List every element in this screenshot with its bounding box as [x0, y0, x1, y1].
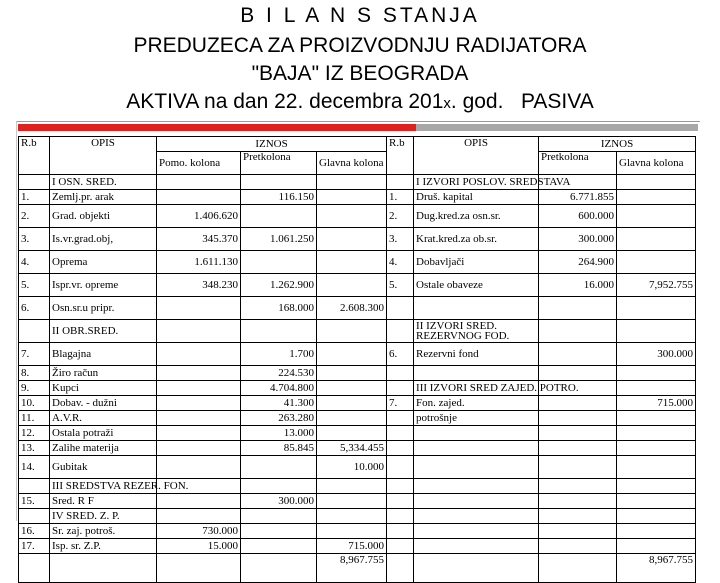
cell-p-rb: 5. — [387, 274, 414, 297]
cell-a-opis: Sred. R F — [50, 494, 157, 509]
cell-p-opis: Ostale obaveze — [414, 274, 539, 297]
cell-a-pret — [241, 539, 317, 554]
cell-p-glav — [617, 381, 696, 396]
cell-p-pret — [539, 320, 617, 343]
cell-p-pret — [539, 396, 617, 411]
cell-p-glav — [617, 251, 696, 274]
cell-p-opis — [414, 297, 539, 320]
table-row — [19, 343, 696, 366]
header-pretkolona-aktiva: Pretkolona — [241, 152, 317, 175]
cell-a-rb — [19, 320, 50, 343]
cell-a-pomo — [157, 456, 241, 479]
cell-a-opis: Gubitak — [50, 456, 157, 479]
cell-a-pret: 1.061.250 — [241, 228, 317, 251]
cell-a-glav: 5,334.455 — [317, 441, 387, 456]
cell-a-pret: 224.530 — [241, 366, 317, 381]
cell-p-opis: I IZVORI POSLOV. SREDSTAVA — [414, 175, 539, 190]
cell-p-pret: 6.771.855 — [539, 190, 617, 205]
cell-p-rb — [387, 441, 414, 456]
table-row — [19, 228, 696, 251]
cell-a-pomo: 345.370 — [157, 228, 241, 251]
table-row — [19, 524, 696, 539]
cell-p-opis — [414, 539, 539, 554]
cell-p-opis — [414, 366, 539, 381]
cell-a-glav — [317, 411, 387, 426]
title-god: . god. — [450, 90, 504, 113]
cell-p-rb: 2. — [387, 205, 414, 228]
cell-a-opis: Dobav. - dužni — [50, 396, 157, 411]
cell-a-pret — [241, 205, 317, 228]
cell-a-rb: 14. — [19, 456, 50, 479]
top-rule — [16, 121, 700, 122]
cell-a-glav — [317, 175, 387, 190]
cell-p-glav — [617, 509, 696, 524]
cell-p-rb — [387, 494, 414, 509]
cell-p-pret — [539, 456, 617, 479]
cell-p-rb — [387, 320, 414, 343]
cell-p-pret — [539, 411, 617, 426]
cell-p-glav: 715.000 — [617, 396, 696, 411]
cell-a-pomo — [157, 381, 241, 396]
cell-a-pret: 41.300 — [241, 396, 317, 411]
cell-a-pret — [241, 524, 317, 539]
cell-a-rb: 16. — [19, 524, 50, 539]
cell-a-rb: 12. — [19, 426, 50, 441]
cell-a-opis: Ispr.vr. opreme — [50, 274, 157, 297]
cell-a-opis: Žiro račun — [50, 366, 157, 381]
title-aktiva-date: AKTIVA na dan 22. decembra 201 — [126, 90, 444, 113]
header-iznos-aktiva: IZNOS — [157, 137, 387, 152]
cell-a-rb — [19, 479, 50, 494]
cell-p-opis: potrošnje — [414, 411, 539, 426]
cell-p-opis — [414, 456, 539, 479]
cell-a-pret: 1.262.900 — [241, 274, 317, 297]
table-row — [19, 554, 696, 583]
cell-a-pret: 85.845 — [241, 441, 317, 456]
cell-p-rb — [387, 539, 414, 554]
cell-p-opis: Fon. zajed. — [414, 396, 539, 411]
table-row — [19, 539, 696, 554]
cell-p-glav — [617, 175, 696, 190]
cell-a-pret — [241, 251, 317, 274]
cell-p-opis — [414, 524, 539, 539]
cell-a-pret: 300.000 — [241, 494, 317, 509]
cell-a-pomo — [157, 320, 241, 343]
cell-p-opis: II IZVORI SRED. REZERVNOG FOD. — [414, 320, 539, 343]
cell-a-rb — [19, 554, 50, 583]
cell-p-glav: 8,967.755 — [617, 554, 696, 583]
cell-a-glav — [317, 524, 387, 539]
cell-a-glav: 10.000 — [317, 456, 387, 479]
cell-p-opis: Rezervni fond — [414, 343, 539, 366]
cell-a-opis: Sr. zaj. potroš. — [50, 524, 157, 539]
cell-p-rb: 1. — [387, 190, 414, 205]
cell-a-pomo — [157, 411, 241, 426]
cell-p-glav — [617, 494, 696, 509]
cell-p-glav: 300.000 — [617, 343, 696, 366]
cell-p-rb — [387, 509, 414, 524]
cell-a-pomo — [157, 343, 241, 366]
cell-p-pret — [539, 479, 617, 494]
table-row — [19, 175, 696, 190]
cell-p-pret — [539, 494, 617, 509]
cell-p-rb — [387, 479, 414, 494]
cell-a-rb — [19, 175, 50, 190]
cell-a-opis: I OSN. SRED. — [50, 175, 157, 190]
cell-a-glav — [317, 205, 387, 228]
table-row — [19, 251, 696, 274]
cell-a-opis: Grad. objekti — [50, 205, 157, 228]
header-row-1 — [19, 137, 696, 152]
title-line-2: PREDUZECA ZA PROIZVODNJU RADIJATORA — [133, 34, 587, 57]
title-year-x: x — [443, 95, 451, 112]
cell-a-rb: 13. — [19, 441, 50, 456]
table-row — [19, 274, 696, 297]
title-line-4 — [0, 90, 720, 116]
cell-a-pomo — [157, 441, 241, 456]
cell-a-pomo — [157, 366, 241, 381]
table-row — [19, 190, 696, 205]
cell-a-pret — [241, 479, 317, 494]
cell-a-opis — [50, 554, 157, 583]
cell-p-glav — [617, 297, 696, 320]
cell-a-opis: Blagajna — [50, 343, 157, 366]
cell-p-rb — [387, 366, 414, 381]
cell-p-pret: 264.900 — [539, 251, 617, 274]
cell-p-opis — [414, 441, 539, 456]
cell-a-pomo — [157, 509, 241, 524]
cell-p-rb — [387, 381, 414, 396]
accent-bar-gray — [416, 124, 698, 131]
cell-a-rb: 7. — [19, 343, 50, 366]
cell-a-opis: Isp. sr. Z.P. — [50, 539, 157, 554]
cell-a-glav — [317, 509, 387, 524]
title-line-1: B I L A N S STANJA — [240, 4, 480, 27]
cell-a-glav — [317, 320, 387, 343]
table-row — [19, 509, 696, 524]
cell-p-rb: 6. — [387, 343, 414, 366]
cell-a-rb: 9. — [19, 381, 50, 396]
cell-a-pret — [241, 554, 317, 583]
cell-p-rb — [387, 456, 414, 479]
cell-a-rb: 3. — [19, 228, 50, 251]
cell-a-glav — [317, 190, 387, 205]
cell-p-glav: 7,952.755 — [617, 274, 696, 297]
table-row — [19, 441, 696, 456]
cell-a-pret: 116.150 — [241, 190, 317, 205]
cell-a-pret: 168.000 — [241, 297, 317, 320]
cell-p-opis: Dug.kred.za osn.sr. — [414, 205, 539, 228]
cell-a-opis: II OBR.SRED. — [50, 320, 157, 343]
cell-p-rb — [387, 426, 414, 441]
cell-p-rb: 7. — [387, 396, 414, 411]
cell-p-opis: Dobavljači — [414, 251, 539, 274]
cell-a-glav — [317, 228, 387, 251]
cell-p-glav — [617, 190, 696, 205]
cell-p-pret: 600.000 — [539, 205, 617, 228]
accent-bar-red — [18, 124, 416, 131]
cell-a-opis: III SREDSTVA REZER. FON. — [50, 479, 157, 494]
cell-a-glav — [317, 366, 387, 381]
table-row — [19, 366, 696, 381]
cell-a-glav: 715.000 — [317, 539, 387, 554]
header-glavna-pasiva: Glavna kolona — [617, 152, 696, 175]
cell-p-opis — [414, 509, 539, 524]
table-row — [19, 426, 696, 441]
cell-a-glav: 8,967.755 — [317, 554, 387, 583]
cell-p-glav — [617, 524, 696, 539]
cell-p-pret — [539, 426, 617, 441]
table-row — [19, 396, 696, 411]
cell-a-pomo: 15.000 — [157, 539, 241, 554]
cell-a-pomo: 730.000 — [157, 524, 241, 539]
table-row — [19, 456, 696, 479]
cell-a-glav — [317, 479, 387, 494]
cell-p-opis: Druš. kapital — [414, 190, 539, 205]
balance-sheet-table — [18, 136, 696, 583]
cell-a-pret — [241, 509, 317, 524]
cell-p-pret — [539, 509, 617, 524]
cell-a-pomo — [157, 554, 241, 583]
cell-p-glav — [617, 441, 696, 456]
cell-a-opis: Zalihe materija — [50, 441, 157, 456]
cell-a-rb: 4. — [19, 251, 50, 274]
table-row — [19, 320, 696, 343]
cell-a-rb: 15. — [19, 494, 50, 509]
cell-a-glav — [317, 396, 387, 411]
cell-a-pret: 13.000 — [241, 426, 317, 441]
cell-p-pret — [539, 554, 617, 583]
header-iznos-pasiva: IZNOS — [539, 137, 696, 152]
cell-a-pomo — [157, 297, 241, 320]
cell-a-pret — [241, 320, 317, 343]
cell-p-glav — [617, 479, 696, 494]
cell-a-pomo — [157, 494, 241, 509]
cell-a-rb: 8. — [19, 366, 50, 381]
cell-p-opis — [414, 494, 539, 509]
cell-p-rb — [387, 175, 414, 190]
cell-p-rb — [387, 524, 414, 539]
cell-p-pret — [539, 366, 617, 381]
cell-p-rb — [387, 554, 414, 583]
table-row — [19, 411, 696, 426]
cell-a-opis: Zemlj.pr. arak — [50, 190, 157, 205]
cell-p-pret — [539, 343, 617, 366]
cell-a-pomo: 1.406.620 — [157, 205, 241, 228]
cell-p-glav — [617, 539, 696, 554]
cell-a-glav: 2.608.300 — [317, 297, 387, 320]
cell-a-rb: 2. — [19, 205, 50, 228]
table-row — [19, 205, 696, 228]
cell-a-opis: Osn.sr.u pripr. — [50, 297, 157, 320]
header-opis-aktiva: OPIS — [50, 137, 157, 175]
table-row — [19, 479, 696, 494]
cell-a-opis: Is.vr.grad.obj, — [50, 228, 157, 251]
cell-a-opis: Ostala potraži — [50, 426, 157, 441]
cell-a-rb: 11. — [19, 411, 50, 426]
cell-a-rb — [19, 509, 50, 524]
cell-a-rb: 5. — [19, 274, 50, 297]
cell-p-rb — [387, 297, 414, 320]
cell-a-pret — [241, 175, 317, 190]
header-glavna-aktiva: Glavna kolona — [317, 152, 387, 175]
cell-a-glav — [317, 274, 387, 297]
table-row — [19, 494, 696, 509]
cell-p-opis — [414, 554, 539, 583]
cell-p-rb: 3. — [387, 228, 414, 251]
title-line-3: "BAJA" IZ BEOGRADA — [251, 62, 469, 85]
cell-a-opis: A.V.R. — [50, 411, 157, 426]
cell-a-pret: 263.280 — [241, 411, 317, 426]
cell-p-glav — [617, 366, 696, 381]
cell-a-rb: 10. — [19, 396, 50, 411]
cell-a-pret: 4.704.800 — [241, 381, 317, 396]
cell-a-glav — [317, 494, 387, 509]
cell-p-glav — [617, 456, 696, 479]
cell-a-opis: IV SRED. Z. P. — [50, 509, 157, 524]
cell-a-opis: Oprema — [50, 251, 157, 274]
header-pretkolona-pasiva: Pretkolona — [539, 152, 617, 175]
cell-a-pomo — [157, 426, 241, 441]
cell-a-pomo — [157, 175, 241, 190]
table-row — [19, 297, 696, 320]
cell-p-pret: 300.000 — [539, 228, 617, 251]
cell-p-pret — [539, 539, 617, 554]
cell-p-rb — [387, 411, 414, 426]
cell-p-pret — [539, 524, 617, 539]
cell-p-glav — [617, 228, 696, 251]
cell-a-glav — [317, 381, 387, 396]
header-pomo-kolona: Pomo. kolona — [157, 152, 241, 175]
side-rule — [16, 121, 17, 521]
cell-a-pret — [241, 456, 317, 479]
cell-a-rb: 1. — [19, 190, 50, 205]
cell-p-pret — [539, 441, 617, 456]
cell-p-opis — [414, 479, 539, 494]
cell-a-pomo — [157, 396, 241, 411]
cell-p-opis: III IZVORI SRED ZAJED. POTRO. — [414, 381, 539, 396]
cell-p-pret — [539, 297, 617, 320]
cell-a-glav — [317, 251, 387, 274]
title-pasiva: PASIVA — [520, 90, 594, 113]
cell-p-glav — [617, 320, 696, 343]
cell-p-rb: 4. — [387, 251, 414, 274]
cell-p-glav — [617, 411, 696, 426]
cell-a-glav — [317, 426, 387, 441]
cell-p-pret: 16.000 — [539, 274, 617, 297]
table-row — [19, 381, 696, 396]
header-opis-pasiva: OPIS — [414, 137, 539, 175]
cell-p-glav — [617, 205, 696, 228]
cell-a-pomo — [157, 190, 241, 205]
cell-p-opis — [414, 426, 539, 441]
cell-p-glav — [617, 426, 696, 441]
cell-p-opis: Krat.kred.za ob.sr. — [414, 228, 539, 251]
cell-a-pret: 1.700 — [241, 343, 317, 366]
cell-a-glav — [317, 343, 387, 366]
cell-a-rb: 6. — [19, 297, 50, 320]
table-body — [19, 175, 696, 583]
header-rb-pasiva: R.b — [387, 137, 414, 175]
cell-a-pomo: 348.230 — [157, 274, 241, 297]
cell-a-pomo: 1.611.130 — [157, 251, 241, 274]
cell-a-opis: Kupci — [50, 381, 157, 396]
cell-a-rb: 17. — [19, 539, 50, 554]
header-rb-aktiva: R.b — [19, 137, 50, 175]
